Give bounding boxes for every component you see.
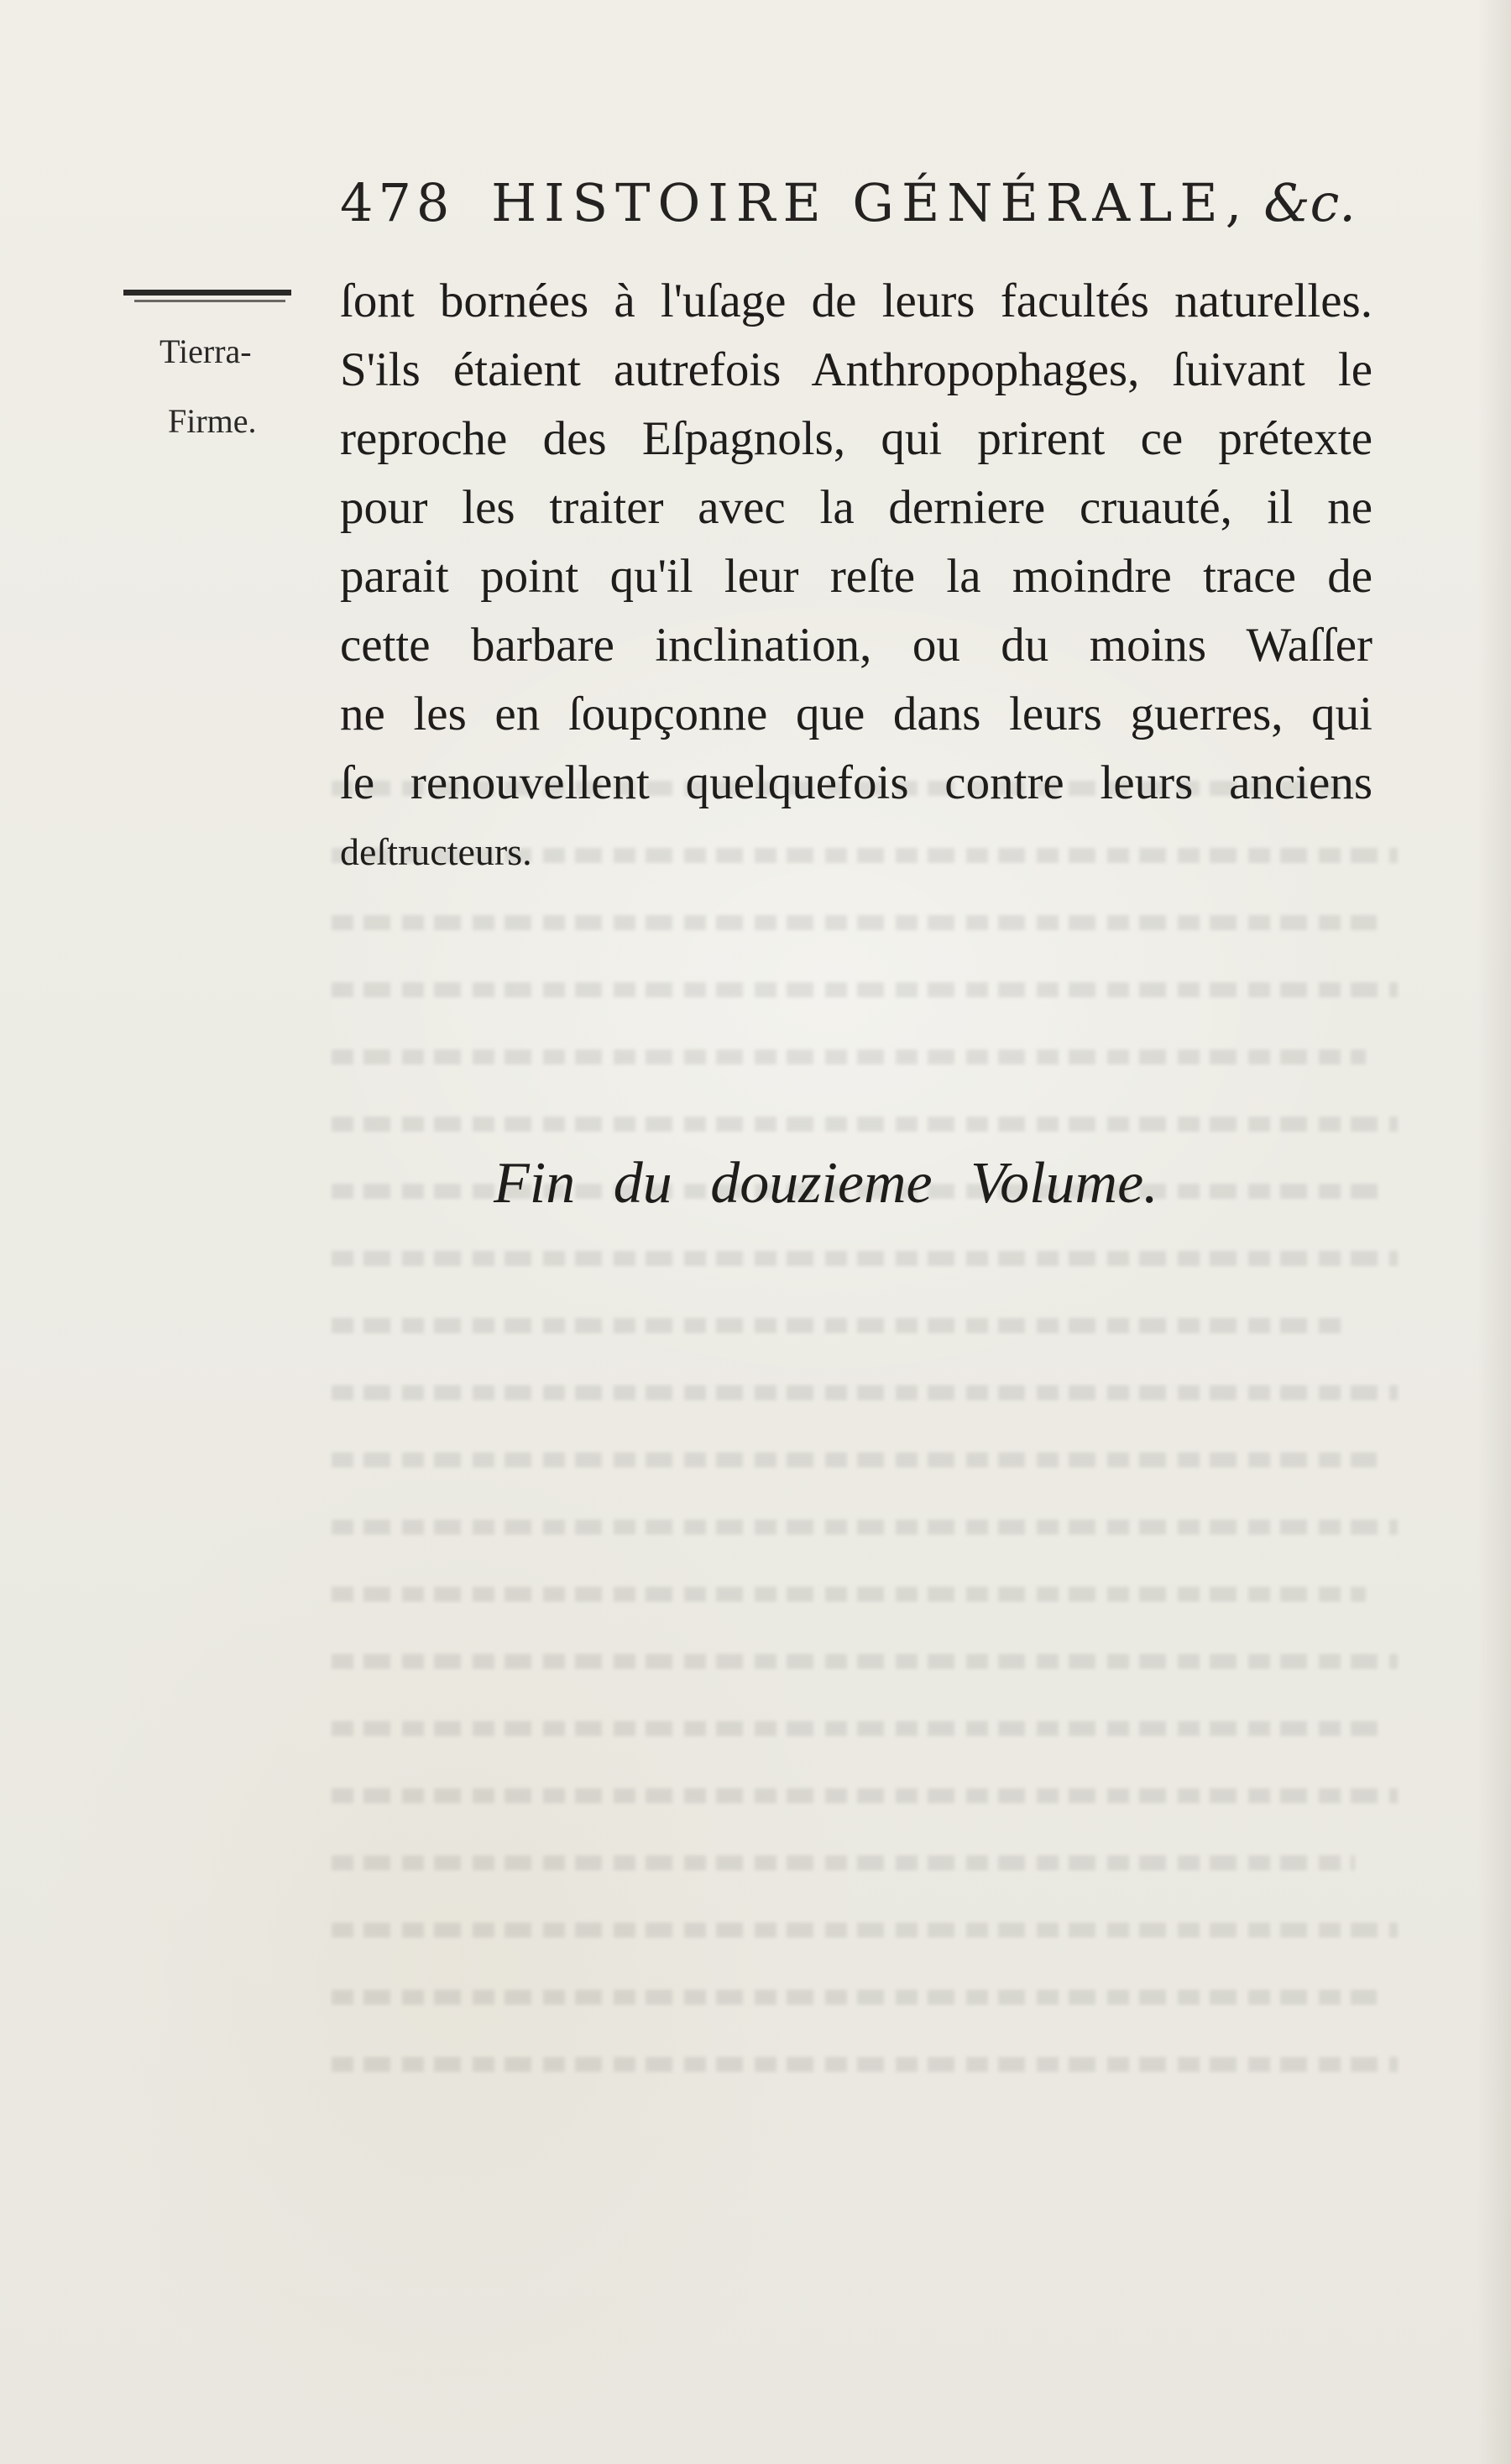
marginal-rule (123, 290, 291, 296)
body-paragraph (340, 267, 1372, 887)
douzieme-word: douzieme (710, 1151, 933, 1216)
body-line: reproche des Eſpagnols, qui prirent ce prétexte (340, 412, 1372, 465)
body-line: pour les traiter avec la derniere cruauté, il ne (340, 481, 1372, 534)
running-title: HISTOIRE GÉNÉRALE, (491, 172, 1250, 233)
body-line: ne les en ſoupçonne que dans leurs guerres, qui (340, 688, 1372, 740)
body-line: ſont bornées à l'uſage de leurs facultés naturelles. (340, 275, 1372, 327)
body-line: parait point qu'il leur reſte la moindre trace de (340, 550, 1372, 603)
bleed-through-text (332, 781, 1398, 2158)
marginal-rule-thin (134, 300, 285, 302)
body-line: deſtructeurs. (340, 830, 532, 873)
end-of-volume-note (494, 1150, 1333, 1217)
page-number: 478 (340, 172, 455, 233)
page-edge-shadow (1477, 0, 1511, 2464)
volume-word: Volume. (970, 1151, 1158, 1216)
body-line: S'ils étaient autrefois Anthropophages, ſuivant le (340, 343, 1372, 396)
running-header (340, 172, 1356, 239)
fin-word: Fin (494, 1151, 576, 1216)
marginal-note-line-2: Firme. (168, 402, 257, 440)
du-word: du (613, 1151, 672, 1216)
marginal-note-line-1: Tierra- (159, 332, 252, 370)
running-title-etc: &c. (1263, 172, 1356, 233)
body-line: ſe renouvellent quelquefois contre leurs anciens (340, 756, 1372, 809)
body-line: cette barbare inclination, ou du moins Waſſer (340, 619, 1372, 672)
